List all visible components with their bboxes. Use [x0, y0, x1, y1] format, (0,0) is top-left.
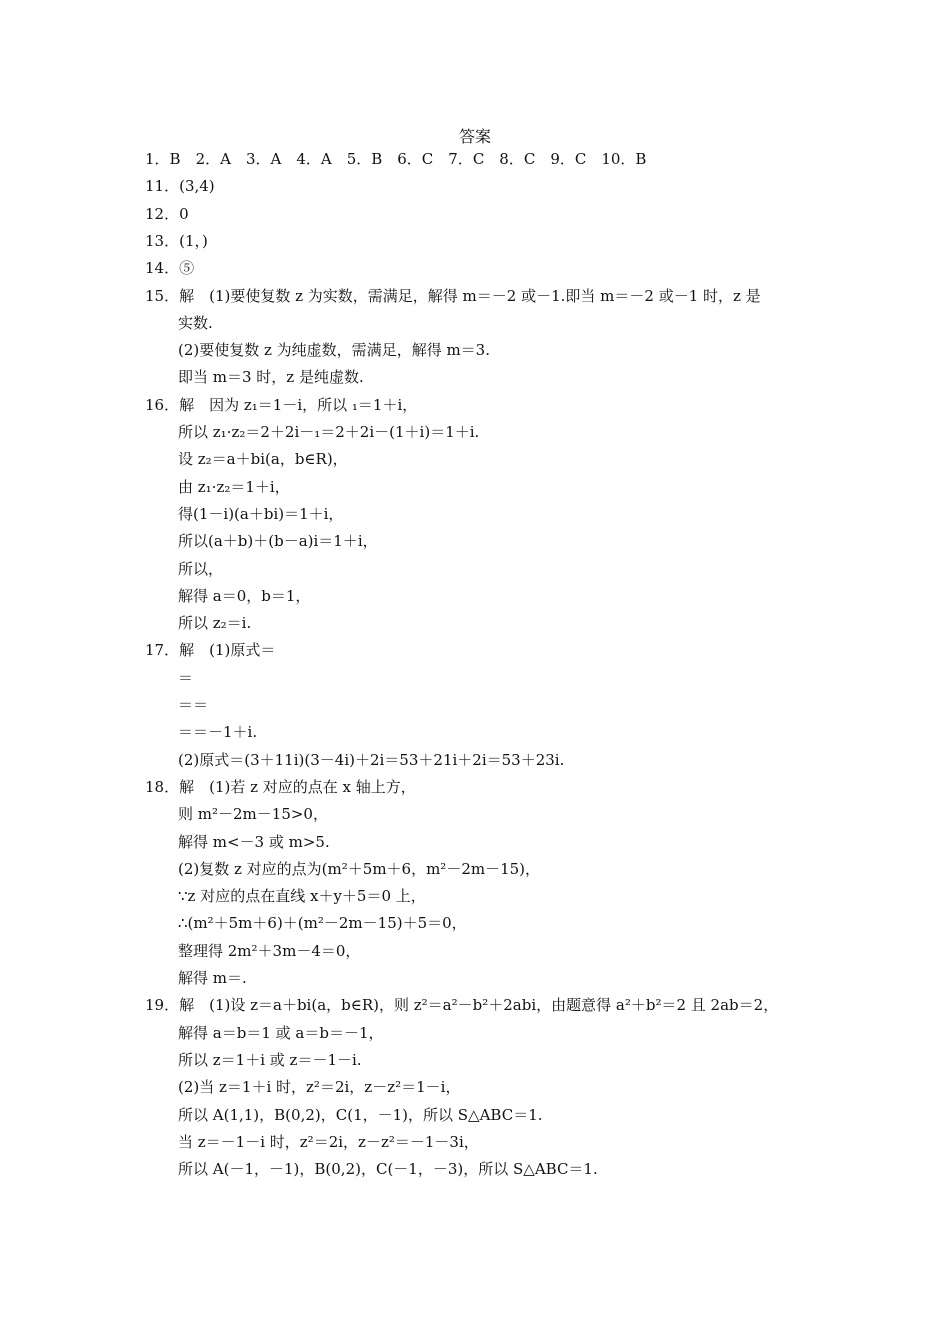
answer-15-line-4: 即当 m＝3 时，z 是纯虚数.	[178, 368, 364, 387]
answer-17-line-5: (2)原式＝(3＋11i)(3－4i)＋2i＝53＋21i＋2i＝53＋23i.	[178, 750, 565, 769]
answer-18-line-6: ∴(m²＋5m＋6)＋(m²－2m－15)＋5＝0，	[178, 914, 467, 933]
answer-17-line-1: 17．解 (1)原式＝	[145, 641, 276, 660]
answer-17-line-4: ＝＝－1＋i.	[178, 723, 258, 742]
answer-17-line-2: ＝	[178, 668, 194, 687]
answer-17-line-3: ＝＝	[178, 696, 209, 714]
answer-18-line-1: 18．解 (1)若 z 对应的点在 x 轴上方，	[145, 777, 416, 796]
answer-11: 11．(3,4)	[145, 177, 215, 196]
answer-18-line-7: 整理得 2m²＋3m－4＝0，	[178, 941, 361, 960]
answer-13: 13．(1，)	[145, 231, 208, 250]
answer-16-line-9: 所以 z₂＝i.	[178, 614, 252, 633]
answer-16-line-8: 解得 a＝0，b＝1，	[178, 586, 311, 605]
page-title: 答案	[458, 127, 491, 146]
answer-15-line-2: 实数.	[178, 313, 213, 332]
answer-19-line-3: 所以 z＝1＋i 或 z＝－1－i.	[178, 1050, 362, 1069]
answer-16-line-1: 16．解 因为 z₁＝1－i，所以 ₁＝1＋i，	[145, 395, 418, 414]
answer-19-line-5: 所以 A(1,1)，B(0,2)，C(1，－1)，所以 S△ABC＝1.	[178, 1105, 543, 1124]
answer-19-line-2: 解得 a＝b＝1 或 a＝b＝－1，	[178, 1023, 384, 1042]
answer-19-line-4: (2)当 z＝1＋i 时，z²＝2i，z－z²＝1－i，	[178, 1078, 461, 1097]
answers-1-10: 1．B 2．A 3．A 4．A 5．B 6．C 7．C 8．C 9．C 10．B	[145, 150, 647, 168]
answer-19-line-6: 当 z＝－1－i 时，z²＝2i，z－z²＝－1－3i，	[178, 1132, 479, 1151]
answer-16-line-2: 所以 z₁·z₂＝2＋2i－₁＝2＋2i－(1＋i)＝1＋i.	[178, 423, 480, 441]
answer-16-line-7: 所以，	[178, 559, 224, 578]
answer-19-line-7: 所以 A(－1，－1)，B(0,2)，C(－1，－3)，所以 S△ABC＝1.	[178, 1160, 598, 1179]
answer-18-line-4: (2)复数 z 对应的点为(m²＋5m＋6，m²－2m－15)，	[178, 859, 541, 878]
answer-12: 12．0	[145, 204, 189, 223]
answer-15-line-3: (2)要使复数 z 为纯虚数，需满足，解得 m＝3.	[178, 341, 490, 360]
answer-18-line-5: ∵z 对应的点在直线 x＋y＋5＝0 上，	[178, 887, 426, 906]
answer-14: 14．⑤	[145, 259, 195, 278]
answer-18-line-3: 解得 m<－3 或 m>5.	[178, 832, 330, 851]
answer-16-line-3: 设 z₂＝a＋bi(a，b∈R)，	[178, 450, 348, 469]
answer-19-line-1: 19．解 (1)设 z＝a＋bi(a，b∈R)，则 z²＝a²－b²＋2abi，由题意得 a²＋b²＝2 且 2ab＝2，	[145, 996, 779, 1015]
answer-18-line-2: 则 m²－2m－15>0，	[178, 805, 328, 824]
answer-18-line-8: 解得 m＝.	[178, 969, 247, 987]
answer-16-line-5: 得(1－i)(a＋bi)＝1＋i，	[178, 504, 344, 523]
answer-16-line-4: 由 z₁·z₂＝1＋i，	[178, 477, 290, 496]
answer-16-line-6: 所以(a＋b)＋(b－a)i＝1＋i，	[178, 532, 378, 551]
answer-15-line-1: 15．解 (1)要使复数 z 为实数，需满足，解得 m＝－2 或－1.即当 m＝－2 或－1 时，z 是	[145, 286, 761, 305]
